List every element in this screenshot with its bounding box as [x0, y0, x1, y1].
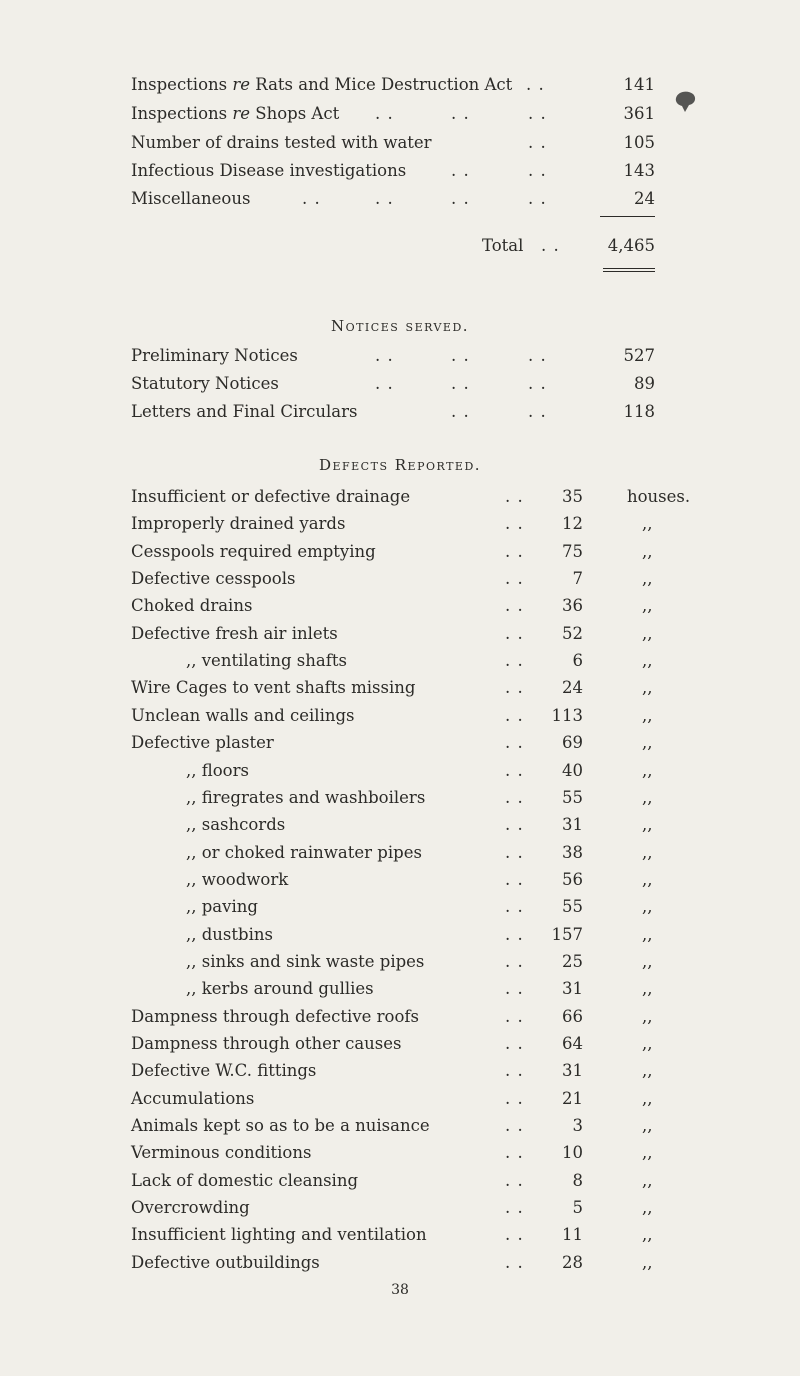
- defect-unit: ,,: [642, 870, 653, 889]
- double-rule-bottom: [603, 271, 655, 272]
- defect-label: Wire Cages to vent shafts missing: [131, 678, 416, 697]
- defect-row: ,, paving . . 55 ,,: [0, 894, 800, 920]
- ink-blot-mark: [672, 88, 698, 118]
- defect-label: ,, sinks and sink waste pipes: [186, 952, 425, 971]
- defect-unit: ,,: [642, 678, 653, 697]
- summary-row: Infectious Disease investigations . . . . 143: [0, 158, 800, 184]
- defect-label: Defective fresh air inlets: [131, 624, 338, 643]
- defect-row: ,, floors . . 40 ,,: [0, 758, 800, 784]
- defect-unit: ,,: [642, 843, 653, 862]
- defect-unit: ,,: [642, 1171, 653, 1190]
- defect-row: Unclean walls and ceilings . . 113 ,,: [0, 703, 800, 729]
- defect-count: 69: [562, 733, 583, 752]
- defect-row: ,, sinks and sink waste pipes . . 25 ,,: [0, 949, 800, 975]
- summary-value: 361: [623, 104, 655, 123]
- defect-count: 52: [562, 624, 583, 643]
- defect-unit: ,,: [642, 733, 653, 752]
- summary-row: Number of drains tested with water . . 105: [0, 130, 800, 156]
- defect-count: 113: [551, 706, 583, 725]
- defect-row: ,, or choked rainwater pipes . . 38 ,,: [0, 840, 800, 866]
- defect-row: Dampness through other causes . . 64 ,,: [0, 1031, 800, 1057]
- defect-label: Verminous conditions: [131, 1143, 312, 1162]
- defect-row: Cesspools required emptying . . 75 ,,: [0, 539, 800, 565]
- defect-row: Overcrowding . . 5 ,,: [0, 1195, 800, 1221]
- defect-row: Improperly drained yards . . 12 ,,: [0, 511, 800, 537]
- defect-count: 25: [562, 952, 583, 971]
- defect-unit: ,,: [642, 1034, 653, 1053]
- notice-value: 89: [634, 374, 655, 393]
- defect-row: Choked drains . . 36 ,,: [0, 593, 800, 619]
- notice-row: Letters and Final Circulars . . . . 118: [0, 399, 800, 425]
- notice-value: 118: [623, 402, 655, 421]
- defect-row: Lack of domestic cleansing . . 8 ,,: [0, 1168, 800, 1194]
- notice-row: Preliminary Notices . . . . . . 527: [0, 343, 800, 369]
- defect-unit: ,,: [642, 1143, 653, 1162]
- defect-label: Unclean walls and ceilings: [131, 706, 355, 725]
- defect-unit: ,,: [642, 1007, 653, 1026]
- defect-label: Animals kept so as to be a nuisance: [131, 1116, 430, 1135]
- defect-unit: ,,: [642, 569, 653, 588]
- defect-count: 35: [562, 487, 583, 506]
- defect-label: ,, or choked rainwater pipes: [186, 843, 422, 862]
- defect-label: ,, sashcords: [186, 815, 286, 834]
- defect-label: Improperly drained yards: [131, 514, 346, 533]
- defect-unit: ,,: [642, 1116, 653, 1135]
- defect-unit: ,,: [642, 1089, 653, 1108]
- defect-row: ,, kerbs around gullies . . 31 ,,: [0, 976, 800, 1002]
- defect-label: Insufficient lighting and ventilation: [131, 1225, 427, 1244]
- summary-label: Infectious Disease investigations: [131, 161, 407, 180]
- defect-row: ,, sashcords . . 31 ,,: [0, 812, 800, 838]
- defect-row: Verminous conditions . . 10 ,,: [0, 1140, 800, 1166]
- defect-count: 12: [562, 514, 583, 533]
- notice-label: Letters and Final Circulars: [131, 402, 358, 421]
- defect-count: 36: [562, 596, 583, 615]
- summary-label: Miscellaneous: [131, 189, 251, 208]
- defect-row: Dampness through defective roofs . . 66 ,,: [0, 1004, 800, 1030]
- total-value: 4,465: [607, 236, 655, 255]
- defect-label: Insufficient or defective drainage: [131, 487, 411, 506]
- defect-count: 10: [562, 1143, 583, 1162]
- summary-row: Inspections re Shops Act . . . . . . 361: [0, 101, 800, 127]
- defect-label: ,, dustbins: [186, 925, 273, 944]
- defect-count: 5: [572, 1198, 583, 1217]
- defect-unit: ,,: [642, 897, 653, 916]
- defect-count: 38: [562, 843, 583, 862]
- defect-count: 11: [562, 1225, 583, 1244]
- defect-unit: ,,: [642, 1253, 653, 1272]
- summary-label: Number of drains tested with water: [131, 133, 432, 152]
- defect-count: 7: [572, 569, 583, 588]
- defect-label: Cesspools required emptying: [131, 542, 376, 561]
- defect-count: 64: [562, 1034, 583, 1053]
- defect-label: Lack of domestic cleansing: [131, 1171, 359, 1190]
- defect-label: Defective W.C. fittings: [131, 1061, 317, 1080]
- defect-label: ,, kerbs around gullies: [186, 979, 374, 998]
- defect-unit: ,,: [642, 815, 653, 834]
- summary-value: 24: [634, 189, 655, 208]
- defect-unit: ,,: [642, 788, 653, 807]
- defect-row: ,, firegrates and washboilers . . 55 ,,: [0, 785, 800, 811]
- defect-count: 75: [562, 542, 583, 561]
- defect-row: Defective cesspools . . 7 ,,: [0, 566, 800, 592]
- defect-unit: ,,: [642, 624, 653, 643]
- notice-label: Preliminary Notices: [131, 346, 298, 365]
- defect-row: ,, woodwork . . 56 ,,: [0, 867, 800, 893]
- defect-row: Insufficient or defective drainage . . 35 houses.: [0, 484, 800, 510]
- defect-row: Accumulations . . 21 ,,: [0, 1086, 800, 1112]
- defect-count: 24: [562, 678, 583, 697]
- summary-value: 141: [623, 75, 655, 94]
- defect-unit: ,,: [642, 925, 653, 944]
- defect-label: Dampness through defective roofs: [131, 1007, 419, 1026]
- notice-value: 527: [623, 346, 655, 365]
- summary-value: 143: [623, 161, 655, 180]
- notices-heading: Notices served.: [330, 317, 470, 335]
- defect-unit: ,,: [642, 952, 653, 971]
- page-number: 38: [391, 1282, 409, 1298]
- defect-unit: ,,: [642, 761, 653, 780]
- total-row: Total . . 4,465: [0, 233, 800, 259]
- defect-unit: ,,: [642, 1225, 653, 1244]
- defect-unit: ,,: [642, 979, 653, 998]
- defect-unit: houses.: [627, 487, 691, 506]
- defect-label: Defective cesspools: [131, 569, 296, 588]
- defect-unit: ,,: [642, 596, 653, 615]
- total-rule: [600, 216, 655, 217]
- defect-count: 31: [562, 1061, 583, 1080]
- defect-count: 28: [562, 1253, 583, 1272]
- defect-count: 6: [572, 651, 583, 670]
- double-rule-top: [603, 268, 655, 269]
- defect-row: Wire Cages to vent shafts missing . . 24 ,,: [0, 675, 800, 701]
- defect-unit: ,,: [642, 1198, 653, 1217]
- defect-row: ,, ventilating shafts . . 6 ,,: [0, 648, 800, 674]
- defects-heading: Defects Reported.: [318, 456, 482, 474]
- summary-row: Miscellaneous . . . . . . . . 24: [0, 186, 800, 212]
- summary-label: Inspections re Rats and Mice Destruction Act: [131, 75, 513, 94]
- defect-row: Defective W.C. fittings . . 31 ,,: [0, 1058, 800, 1084]
- defect-label: Accumulations: [131, 1089, 255, 1108]
- defect-count: 56: [562, 870, 583, 889]
- defect-row: Defective fresh air inlets . . 52 ,,: [0, 621, 800, 647]
- defect-unit: ,,: [642, 1061, 653, 1080]
- summary-label: Inspections re Shops Act: [131, 104, 340, 123]
- defect-row: Animals kept so as to be a nuisance . . 3 ,,: [0, 1113, 800, 1139]
- defect-label: ,, firegrates and washboilers: [186, 788, 426, 807]
- defect-count: 31: [562, 815, 583, 834]
- defect-row: Defective plaster . . 69 ,,: [0, 730, 800, 756]
- defect-count: 157: [551, 925, 583, 944]
- defect-count: 55: [562, 788, 583, 807]
- defect-label: ,, paving: [186, 897, 258, 916]
- defect-label: ,, floors: [186, 761, 249, 780]
- defect-label: Choked drains: [131, 596, 253, 615]
- defect-count: 21: [562, 1089, 583, 1108]
- defect-count: 55: [562, 897, 583, 916]
- notice-row: Statutory Notices . . . . . . 89: [0, 371, 800, 397]
- defect-count: 8: [572, 1171, 583, 1190]
- defect-unit: ,,: [642, 706, 653, 725]
- defect-label: Defective plaster: [131, 733, 274, 752]
- summary-value: 105: [623, 133, 655, 152]
- defect-row: ,, dustbins . . 157 ,,: [0, 922, 800, 948]
- total-label: Total: [482, 236, 524, 255]
- defect-unit: ,,: [642, 514, 653, 533]
- defect-label: Defective outbuildings: [131, 1253, 320, 1272]
- defect-label: ,, woodwork: [186, 870, 289, 889]
- defect-label: ,, ventilating shafts: [186, 651, 347, 670]
- defect-count: 66: [562, 1007, 583, 1026]
- summary-row: Inspections re Rats and Mice Destruction Act . . 141: [0, 72, 800, 98]
- defect-label: Overcrowding: [131, 1198, 250, 1217]
- defect-row: Insufficient lighting and ventilation . . 11 ,,: [0, 1222, 800, 1248]
- defect-label: Dampness through other causes: [131, 1034, 402, 1053]
- defect-unit: ,,: [642, 542, 653, 561]
- defect-row: Defective outbuildings . . 28 ,,: [0, 1250, 800, 1276]
- defect-unit: ,,: [642, 651, 653, 670]
- defect-count: 3: [572, 1116, 583, 1135]
- notice-label: Statutory Notices: [131, 374, 279, 393]
- defect-count: 40: [562, 761, 583, 780]
- defect-count: 31: [562, 979, 583, 998]
